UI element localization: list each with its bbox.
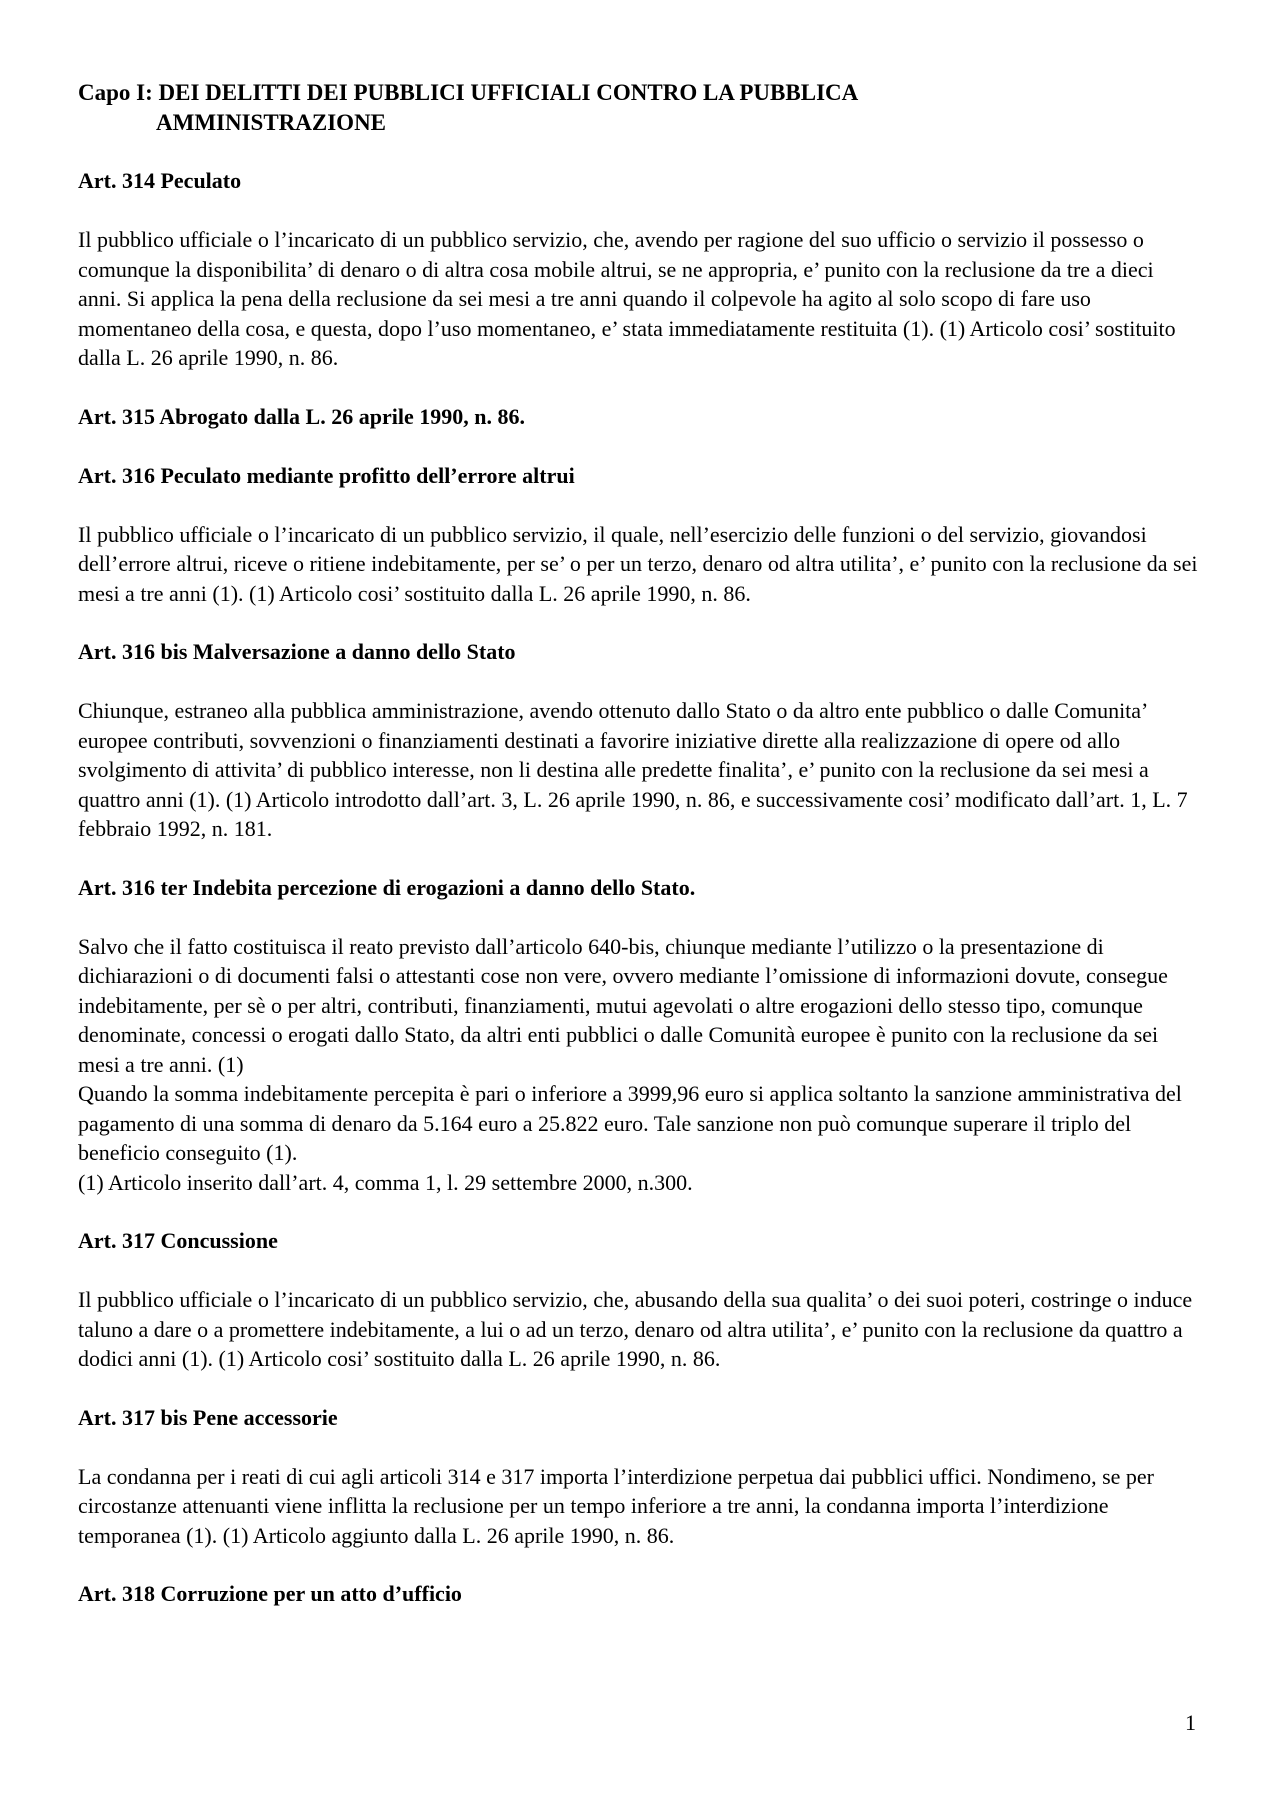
article-body	[78, 932, 1198, 1198]
article-body	[78, 1285, 1198, 1374]
chapter-title	[78, 78, 1198, 138]
article-paragraph: Salvo che il fatto costituisca il reato previsto dall’articolo 640-bis, chiunque mediante l’utilizzo o la presentazione di dichiarazioni o di documenti falsi o attestanti cose non vere, ovvero mediante l’omissione di informazioni dovute, consegue indebitamente, per sè o per altri, contributi, finanziamenti, mutui agevolati o altre erogazioni dello stesso tipo, comunque denominate, concessi o erogati dallo Stato, da altri enti pubblici o dalle Comunità europee è punito con la reclusione da sei mesi a tre anni. (1)	[78, 933, 1168, 1077]
article-footnote: (1) Articolo inserito dall’art. 4, comma 1, l. 29 settembre 2000, n.300.	[78, 1169, 693, 1195]
article-paragraph: La condanna per i reati di cui agli articoli 314 e 317 importa l’interdizione perpetua dai pubblici uffici. Nondimeno, se per circostanze attenuanti viene inflitta la reclusione per un tempo inferiore a tre anni, la condanna importa l’interdizione temporanea (1). (1) Articolo aggiunto dalla L. 26 aprile 1990, n. 86.	[78, 1463, 1155, 1548]
article-paragraph: Il pubblico ufficiale o l’incaricato di un pubblico servizio, che, avendo per ragione del suo ufficio o servizio il possesso o comunque la disponibilita’ di denaro o di altra cosa mobile altrui, se ne appropria, e’ punito con la reclusione da tre a dieci anni. Si applica la pena della reclusione da sei mesi a tre anni quando il colpevole ha agito al solo scopo di fare uso momentaneo della cosa, e questa, dopo l’uso momentaneo, e’ stata immediatamente restituita (1). (1) Articolo cosi’ sostituito dalla L. 26 aprile 1990, n. 86.	[78, 227, 1176, 370]
article-paragraph: Il pubblico ufficiale o l’incaricato di un pubblico servizio, che, abusando della sua qualita’ o dei suoi poteri, costringe o induce taluno a dare o a promettere indebitamente, a lui o ad un terzo, denaro od altra utilita’, e’ punito con la reclusione da quattro a dodici anni (1). (1) Articolo cosi’ sostituito dalla L. 26 aprile 1990, n. 86.	[78, 1287, 1193, 1371]
article-paragraph: Il pubblico ufficiale o l’incaricato di un pubblico servizio, il quale, nell’esercizio delle funzioni o del servizio, giovandosi dell’errore altrui, riceve o ritiene indebitamente, per se’ o per un terzo, denaro od altra utilita’, e’ punito con la reclusione da sei mesi a tre anni (1). (1) Articolo cosi’ sostituito dalla L. 26 aprile 1990, n. 86.	[78, 521, 1198, 606]
article-body	[78, 1462, 1198, 1551]
chapter-title-line1: Capo I: DEI DELITTI DEI PUBBLICI UFFICIALI CONTRO LA PUBBLICA	[78, 80, 859, 105]
article-body	[78, 696, 1198, 844]
document-page	[78, 78, 1198, 1638]
article-heading: Art. 316 bis Malversazione a danno dello Stato	[78, 639, 516, 664]
article-heading: Art. 317 Concussione	[78, 1228, 278, 1253]
article-heading: Art. 316 ter Indebita percezione di erogazioni a danno dello Stato.	[78, 874, 696, 900]
article-heading: Art. 316 Peculato mediante profitto dell’errore altrui	[78, 462, 575, 488]
article-paragraph: Quando la somma indebitamente percepita è pari o inferiore a 3999,96 euro si applica soltanto la sanzione amministrativa del pagamento di una somma di denaro da 5.164 euro a 25.822 euro. Tale sanzione non può comunque superare il triplo del beneficio conseguito (1).	[78, 1081, 1182, 1165]
article-body	[78, 520, 1198, 609]
article-heading: Art. 315 Abrogato dalla L. 26 aprile 1990, n. 86.	[78, 403, 525, 429]
chapter-title-line2: AMMINISTRAZIONE	[156, 110, 387, 135]
article-heading: Art. 318 Corruzione per un atto d’ufficio	[78, 1581, 462, 1606]
article-body	[78, 225, 1198, 373]
article-paragraph: Chiunque, estraneo alla pubblica amministrazione, avendo ottenuto dallo Stato o da altro ente pubblico o dalle Comunita’ europee contributi, sovvenzioni o finanziamenti destinati a favorire iniziative dirette alla realizzazione di opere od allo svolgimento di attivita’ di pubblico interesse, non li destina alle predette finalita’, e’ punito con la reclusione da sei mesi a quattro anni (1). (1) Articolo introdotto dall’art. 3, L. 26 aprile 1990, n. 86, e successivamente cosi’ modificato dall’art. 1, L. 7 febbraio 1992, n. 181.	[78, 698, 1188, 841]
article-heading: Art. 317 bis Pene accessorie	[78, 1404, 338, 1430]
article-heading: Art. 314 Peculato	[78, 168, 242, 193]
page-number: 1	[1185, 1710, 1196, 1735]
